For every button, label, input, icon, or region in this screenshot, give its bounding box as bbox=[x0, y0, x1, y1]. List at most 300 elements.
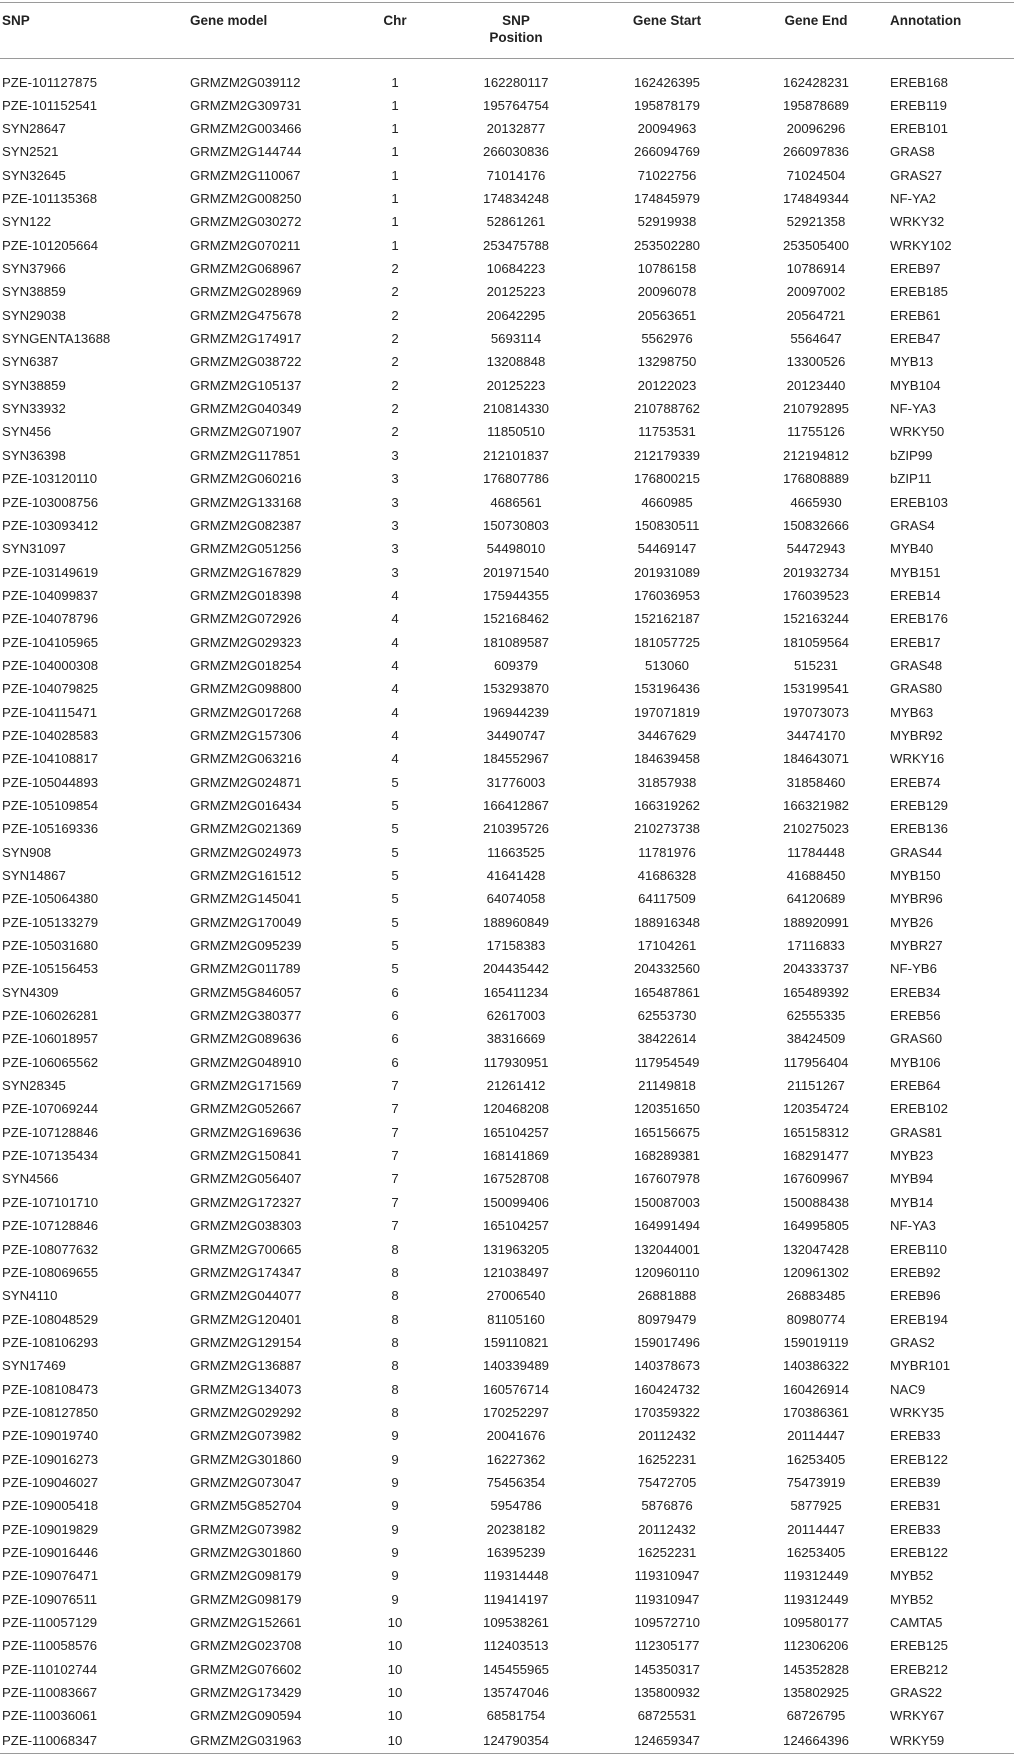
cell-gene-start: 5876876 bbox=[641, 1498, 693, 1514]
table-row bbox=[0, 1261, 1014, 1284]
cell-annotation: EREB101 bbox=[890, 121, 948, 137]
cell-gene-start: 16252231 bbox=[637, 1451, 697, 1467]
cell-snp: PZE-109019740 bbox=[2, 1428, 99, 1444]
table-row bbox=[0, 887, 1014, 910]
cell-gene-start: 11781976 bbox=[638, 844, 696, 860]
table-row bbox=[0, 327, 1014, 350]
cell-chr: 4 bbox=[391, 634, 399, 650]
cell-snp: PZE-108069655 bbox=[2, 1264, 99, 1280]
cell-chr: 4 bbox=[391, 587, 399, 603]
cell-annotation: NF-YA2 bbox=[890, 191, 936, 207]
cell-chr: 7 bbox=[391, 1194, 399, 1210]
cell-gene-model: GRMZM2G110067 bbox=[190, 167, 301, 183]
cell-annotation: EREB92 bbox=[890, 1264, 941, 1280]
cell-gene-start: 11753531 bbox=[638, 424, 696, 440]
cell-gene-end: 152163244 bbox=[782, 611, 849, 627]
cell-gene-model: GRMZM2G076602 bbox=[190, 1661, 302, 1677]
header-snp-position bbox=[440, 3, 592, 59]
cell-gene-model: GRMZM2G090594 bbox=[190, 1708, 302, 1724]
cell-annotation: WRKY16 bbox=[890, 751, 945, 767]
cell-gene-end: 119312449 bbox=[783, 1568, 849, 1584]
table-header-row bbox=[0, 3, 1014, 59]
cell-gene-start: 112305177 bbox=[634, 1638, 700, 1654]
cell-snp-position: 20125223 bbox=[486, 377, 546, 393]
cell-gene-model: GRMZM2G150841 bbox=[190, 1148, 302, 1164]
cell-annotation: EREB64 bbox=[890, 1078, 941, 1094]
cell-snp-position: 152168462 bbox=[482, 611, 549, 627]
cell-gene-end: 212194812 bbox=[782, 447, 849, 463]
cell-chr: 10 bbox=[387, 1732, 403, 1748]
cell-annotation: MYBR27 bbox=[890, 938, 943, 954]
cell-snp: PZE-107135434 bbox=[2, 1148, 99, 1164]
cell-snp-position: 11663525 bbox=[487, 844, 545, 860]
cell-gene-start: 184639458 bbox=[633, 751, 700, 767]
cell-gene-model: GRMZM2G301860 bbox=[190, 1451, 302, 1467]
cell-chr: 1 bbox=[391, 167, 399, 183]
cell-chr: 1 bbox=[391, 97, 399, 113]
cell-gene-end: 68726795 bbox=[786, 1708, 846, 1724]
cell-gene-end: 117956404 bbox=[783, 1054, 849, 1070]
cell-gene-model: GRMZM2G082387 bbox=[190, 517, 302, 533]
snp-gene-table bbox=[0, 2, 1014, 1754]
cell-gene-model: GRMZM2G072926 bbox=[190, 611, 302, 627]
cell-chr: 5 bbox=[391, 868, 399, 884]
cell-gene-start: 20112432 bbox=[638, 1521, 696, 1537]
cell-gene-start: 165156675 bbox=[633, 1124, 700, 1140]
header-gene-start: Gene Start bbox=[632, 13, 702, 28]
cell-gene-start: 75472705 bbox=[637, 1474, 697, 1490]
cell-snp: SYN38859 bbox=[2, 284, 66, 300]
cell-gene-start: 201931089 bbox=[633, 564, 700, 580]
cell-snp-position: 20041676 bbox=[486, 1428, 546, 1444]
cell-snp-position: 20132877 bbox=[486, 121, 546, 137]
cell-chr: 1 bbox=[391, 144, 399, 160]
cell-gene-start: 164991494 bbox=[633, 1218, 700, 1234]
cell-gene-start: 117954549 bbox=[634, 1054, 700, 1070]
cell-annotation: MYB63 bbox=[890, 704, 934, 720]
cell-snp-position: 112403513 bbox=[483, 1638, 549, 1654]
cell-chr: 5 bbox=[391, 797, 399, 813]
cell-annotation: EREB33 bbox=[890, 1521, 941, 1537]
cell-snp-position: 75456354 bbox=[486, 1474, 546, 1490]
cell-snp-position: 5693114 bbox=[490, 331, 542, 347]
cell-chr: 1 bbox=[391, 214, 399, 230]
cell-gene-end: 10786914 bbox=[786, 261, 846, 277]
cell-snp-position: 153293870 bbox=[482, 681, 549, 697]
table-row bbox=[0, 1447, 1014, 1470]
cell-annotation: MYB104 bbox=[890, 377, 941, 393]
cell-gene-model: GRMZM2G031963 bbox=[190, 1732, 302, 1748]
cell-annotation: EREB194 bbox=[890, 1311, 948, 1327]
cell-gene-end: 26883485 bbox=[786, 1288, 846, 1304]
cell-snp: PZE-110036061 bbox=[2, 1708, 98, 1724]
cell-gene-model: GRMZM2G073982 bbox=[190, 1521, 302, 1537]
cell-chr: 1 bbox=[391, 74, 399, 90]
cell-annotation: WRKY50 bbox=[890, 424, 945, 440]
cell-chr: 4 bbox=[391, 681, 399, 697]
cell-snp-position: 162280117 bbox=[483, 74, 549, 90]
cell-chr: 7 bbox=[391, 1171, 399, 1187]
table-row bbox=[0, 794, 1014, 817]
cell-snp-position: 165104257 bbox=[482, 1124, 549, 1140]
cell-snp-position: 210814330 bbox=[482, 401, 549, 417]
table-row bbox=[0, 374, 1014, 397]
cell-gene-end: 188920991 bbox=[782, 914, 849, 930]
cell-snp: PZE-110102744 bbox=[2, 1661, 98, 1677]
cell-gene-start: 167607978 bbox=[633, 1171, 700, 1187]
cell-chr: 2 bbox=[391, 424, 399, 440]
cell-gene-model: GRMZM2G475678 bbox=[190, 307, 302, 323]
cell-snp-position: 41641428 bbox=[486, 868, 546, 884]
cell-snp: PZE-101152541 bbox=[2, 97, 98, 113]
table-row bbox=[0, 1284, 1014, 1307]
cell-snp-position: 159110821 bbox=[483, 1334, 549, 1350]
cell-snp: SYN4110 bbox=[2, 1288, 58, 1304]
cell-gene-end: 20123440 bbox=[786, 377, 846, 393]
cell-gene-model: GRMZM2G029323 bbox=[190, 634, 302, 650]
cell-snp-position: 201971540 bbox=[482, 564, 549, 580]
table-row bbox=[0, 1027, 1014, 1050]
cell-annotation: bZIP99 bbox=[890, 447, 933, 463]
cell-annotation: GRAS60 bbox=[890, 1031, 943, 1047]
cell-snp-position: 175944355 bbox=[482, 587, 549, 603]
table-row bbox=[0, 817, 1014, 840]
cell-snp: PZE-104078796 bbox=[2, 611, 99, 627]
cell-snp: PZE-104108817 bbox=[2, 751, 99, 767]
cell-chr: 6 bbox=[391, 1008, 399, 1024]
cell-gene-model: GRMZM2G133168 bbox=[190, 494, 302, 510]
header-snp-position-line2: Position bbox=[489, 30, 543, 45]
cell-snp-position: 140339489 bbox=[482, 1358, 549, 1374]
cell-gene-start: 41686328 bbox=[637, 868, 697, 884]
cell-gene-model: GRMZM2G063216 bbox=[190, 751, 302, 767]
cell-chr: 2 bbox=[391, 307, 399, 323]
cell-gene-model: GRMZM2G024871 bbox=[190, 774, 302, 790]
cell-snp-position: 176807786 bbox=[482, 471, 549, 487]
cell-snp: SYN33932 bbox=[2, 401, 66, 417]
cell-gene-model: GRMZM2G134073 bbox=[190, 1381, 302, 1397]
cell-snp-position: 62617003 bbox=[486, 1008, 546, 1024]
cell-gene-end: 165158312 bbox=[782, 1124, 849, 1140]
table-row bbox=[0, 140, 1014, 163]
cell-snp: PZE-103093412 bbox=[2, 517, 99, 533]
cell-snp: PZE-106018957 bbox=[2, 1031, 99, 1047]
cell-gene-end: 54472943 bbox=[786, 541, 846, 557]
cell-annotation: GRAS27 bbox=[890, 167, 943, 183]
cell-snp-position: 160576714 bbox=[482, 1381, 549, 1397]
cell-snp-position: 20642295 bbox=[486, 307, 546, 323]
table-row bbox=[0, 560, 1014, 583]
cell-annotation: EREB103 bbox=[890, 494, 948, 510]
cell-snp-position: 117930951 bbox=[483, 1054, 549, 1070]
cell-gene-end: 204333737 bbox=[782, 961, 849, 977]
cell-snp-position: 16227362 bbox=[486, 1451, 546, 1467]
cell-gene-model: GRMZM2G028969 bbox=[190, 284, 302, 300]
cell-annotation: CAMTA5 bbox=[890, 1615, 943, 1631]
cell-chr: 10 bbox=[387, 1685, 403, 1701]
cell-snp: PZE-103008756 bbox=[2, 494, 99, 510]
cell-gene-start: 170359322 bbox=[633, 1404, 700, 1420]
cell-snp: PZE-109005418 bbox=[2, 1498, 99, 1514]
cell-gene-start: 71022756 bbox=[637, 167, 697, 183]
table-row bbox=[0, 234, 1014, 257]
cell-annotation: EREB136 bbox=[890, 821, 948, 837]
cell-gene-end: 5564647 bbox=[790, 331, 842, 347]
cell-gene-model: GRMZM2G120401 bbox=[190, 1311, 302, 1327]
cell-snp-position: 27006540 bbox=[486, 1288, 546, 1304]
cell-chr: 6 bbox=[391, 1054, 399, 1070]
cell-snp: SYN29038 bbox=[2, 307, 66, 323]
cell-chr: 9 bbox=[391, 1428, 399, 1444]
cell-annotation: EREB34 bbox=[890, 984, 941, 1000]
cell-annotation: GRAS8 bbox=[890, 144, 935, 160]
table-row bbox=[0, 1214, 1014, 1237]
cell-snp: PZE-109016446 bbox=[2, 1544, 99, 1560]
cell-gene-start: 212179339 bbox=[633, 447, 700, 463]
cell-gene-end: 164995805 bbox=[782, 1218, 849, 1234]
cell-chr: 8 bbox=[391, 1311, 399, 1327]
cell-annotation: MYB40 bbox=[890, 541, 934, 557]
cell-snp: PZE-104105965 bbox=[2, 634, 99, 650]
table-row bbox=[0, 1704, 1014, 1727]
cell-snp: PZE-108108473 bbox=[2, 1381, 99, 1397]
cell-gene-end: 195878689 bbox=[782, 97, 849, 113]
cell-gene-start: 124659347 bbox=[633, 1732, 700, 1748]
cell-gene-end: 145352828 bbox=[782, 1661, 849, 1677]
table-row bbox=[0, 1144, 1014, 1167]
table-row bbox=[0, 1681, 1014, 1704]
cell-annotation: EREB122 bbox=[890, 1451, 948, 1467]
cell-snp: PZE-105109854 bbox=[2, 797, 99, 813]
cell-annotation: NF-YB6 bbox=[890, 961, 937, 977]
cell-gene-model: GRMZM2G173429 bbox=[190, 1685, 302, 1701]
table-row bbox=[0, 654, 1014, 677]
cell-gene-start: 13298750 bbox=[637, 354, 697, 370]
cell-gene-start: 150087003 bbox=[633, 1194, 700, 1210]
cell-gene-start: 17104261 bbox=[637, 938, 697, 954]
table-row bbox=[0, 94, 1014, 117]
cell-chr: 10 bbox=[387, 1615, 403, 1631]
cell-gene-end: 120961302 bbox=[782, 1264, 849, 1280]
cell-gene-end: 20114447 bbox=[787, 1521, 845, 1537]
cell-gene-end: 16253405 bbox=[786, 1451, 846, 1467]
cell-annotation: MYBR96 bbox=[890, 891, 943, 907]
cell-annotation: EREB96 bbox=[890, 1288, 941, 1304]
cell-gene-model: GRMZM2G174917 bbox=[190, 331, 302, 347]
header-gene-model: Gene model bbox=[190, 13, 268, 28]
cell-gene-start: 16252231 bbox=[637, 1544, 697, 1560]
cell-gene-end: 201932734 bbox=[782, 564, 849, 580]
cell-snp: PZE-107128846 bbox=[2, 1218, 99, 1234]
cell-snp-position: 71014176 bbox=[486, 167, 546, 183]
cell-gene-model: GRMZM2G023708 bbox=[190, 1638, 302, 1654]
cell-chr: 10 bbox=[387, 1661, 403, 1677]
cell-annotation: MYBR92 bbox=[890, 727, 943, 743]
cell-chr: 7 bbox=[391, 1148, 399, 1164]
cell-snp: SYN37966 bbox=[2, 261, 66, 277]
header-chr: Chr bbox=[383, 13, 407, 28]
cell-snp-position: 121038497 bbox=[482, 1264, 549, 1280]
cell-chr: 1 bbox=[391, 191, 399, 207]
cell-chr: 5 bbox=[391, 891, 399, 907]
cell-annotation: EREB185 bbox=[890, 284, 948, 300]
cell-gene-start: 20096078 bbox=[637, 284, 697, 300]
cell-snp: PZE-101135368 bbox=[2, 191, 98, 207]
cell-chr: 6 bbox=[391, 984, 399, 1000]
cell-gene-end: 20114447 bbox=[787, 1428, 845, 1444]
cell-gene-start: 132044001 bbox=[633, 1241, 700, 1257]
cell-snp: SYN32645 bbox=[2, 167, 66, 183]
cell-annotation: EREB212 bbox=[890, 1661, 948, 1677]
cell-gene-end: 20564721 bbox=[786, 307, 846, 323]
table-row bbox=[0, 350, 1014, 373]
cell-snp: PZE-107101710 bbox=[2, 1194, 99, 1210]
cell-annotation: EREB110 bbox=[890, 1241, 947, 1257]
cell-gene-model: GRMZM2G144744 bbox=[190, 144, 302, 160]
cell-snp-position: 196944239 bbox=[482, 704, 549, 720]
cell-chr: 8 bbox=[391, 1288, 399, 1304]
cell-gene-end: 132047428 bbox=[782, 1241, 849, 1257]
cell-gene-model: GRMZM2G301860 bbox=[190, 1544, 302, 1560]
cell-snp: SYN6387 bbox=[2, 354, 59, 370]
cell-gene-start: 153196436 bbox=[633, 681, 700, 697]
cell-gene-start: 31857938 bbox=[637, 774, 697, 790]
cell-snp-position: 253475788 bbox=[482, 237, 549, 253]
cell-gene-start: 210273738 bbox=[633, 821, 700, 837]
cell-snp: PZE-110083667 bbox=[2, 1685, 98, 1701]
cell-gene-model: GRMZM2G089636 bbox=[190, 1031, 302, 1047]
cell-chr: 8 bbox=[391, 1404, 399, 1420]
cell-gene-start: 181057725 bbox=[633, 634, 700, 650]
table-row bbox=[0, 1494, 1014, 1517]
cell-chr: 4 bbox=[391, 611, 399, 627]
table-row bbox=[0, 1517, 1014, 1540]
cell-snp-position: 195764754 bbox=[482, 97, 549, 113]
cell-gene-end: 159019119 bbox=[783, 1334, 849, 1350]
header-snp: SNP bbox=[2, 13, 30, 28]
cell-gene-model: GRMZM2G167829 bbox=[190, 564, 302, 580]
cell-gene-end: 17116833 bbox=[787, 938, 845, 954]
cell-annotation: EREB56 bbox=[890, 1008, 941, 1024]
cell-snp-position: 174834248 bbox=[482, 191, 549, 207]
cell-snp-position: 64074058 bbox=[486, 891, 546, 907]
cell-gene-start: 159017496 bbox=[633, 1334, 700, 1350]
cell-chr: 9 bbox=[391, 1568, 399, 1584]
cell-annotation: bZIP11 bbox=[890, 471, 932, 487]
cell-gene-model: GRMZM2G161512 bbox=[190, 868, 302, 884]
cell-gene-start: 54469147 bbox=[637, 541, 697, 557]
cell-gene-model: GRMZM2G117851 bbox=[190, 447, 301, 463]
cell-snp-position: 184552967 bbox=[482, 751, 549, 767]
cell-gene-start: 168289381 bbox=[633, 1148, 700, 1164]
cell-chr: 1 bbox=[391, 237, 399, 253]
table-row bbox=[0, 1564, 1014, 1587]
table-row bbox=[0, 257, 1014, 280]
table-row bbox=[0, 444, 1014, 467]
table-row bbox=[0, 1237, 1014, 1260]
cell-snp-position: 13208848 bbox=[486, 354, 546, 370]
table-row bbox=[0, 911, 1014, 934]
cell-gene-end: 150088438 bbox=[782, 1194, 849, 1210]
cell-gene-end: 153199541 bbox=[782, 681, 849, 697]
cell-snp: SYN36398 bbox=[2, 447, 66, 463]
cell-gene-model: GRMZM2G051256 bbox=[190, 541, 302, 557]
cell-chr: 3 bbox=[391, 471, 399, 487]
cell-gene-start: 120351650 bbox=[633, 1101, 700, 1117]
table-row bbox=[0, 1331, 1014, 1354]
table-row bbox=[0, 1097, 1014, 1120]
cell-gene-end: 176808889 bbox=[782, 471, 849, 487]
cell-annotation: EREB176 bbox=[890, 611, 948, 627]
cell-gene-model: GRMZM2G024973 bbox=[190, 844, 302, 860]
cell-snp-position: 204435442 bbox=[482, 961, 549, 977]
cell-snp-position: 145455965 bbox=[482, 1661, 549, 1677]
cell-annotation: EREB14 bbox=[890, 587, 941, 603]
cell-gene-model: GRMZM2G048910 bbox=[190, 1054, 302, 1070]
cell-annotation: EREB119 bbox=[890, 97, 947, 113]
table-row bbox=[0, 537, 1014, 560]
cell-gene-start: 26881888 bbox=[637, 1288, 697, 1304]
cell-snp: PZE-109016273 bbox=[2, 1451, 99, 1467]
cell-gene-start: 10786158 bbox=[637, 261, 697, 277]
table-row bbox=[0, 1121, 1014, 1144]
cell-snp: PZE-109076511 bbox=[2, 1591, 98, 1607]
cell-snp: SYN31097 bbox=[2, 541, 66, 557]
cell-snp: PZE-110068347 bbox=[2, 1732, 98, 1748]
cell-snp: SYN17469 bbox=[2, 1358, 66, 1374]
cell-gene-end: 52921358 bbox=[786, 214, 846, 230]
table-row bbox=[0, 467, 1014, 490]
cell-gene-start: 176036953 bbox=[633, 587, 700, 603]
cell-gene-model: GRMZM2G309731 bbox=[190, 97, 302, 113]
cell-chr: 7 bbox=[391, 1218, 399, 1234]
cell-gene-start: 210788762 bbox=[633, 401, 700, 417]
cell-gene-start: 68725531 bbox=[637, 1708, 697, 1724]
cell-gene-model: GRMZM2G380377 bbox=[190, 1008, 302, 1024]
cell-gene-model: GRMZM2G039112 bbox=[190, 74, 301, 90]
table-row bbox=[0, 280, 1014, 303]
cell-gene-start: 176800215 bbox=[633, 471, 700, 487]
cell-gene-end: 80980774 bbox=[786, 1311, 846, 1327]
cell-chr: 7 bbox=[391, 1124, 399, 1140]
cell-snp-position: 109538261 bbox=[482, 1615, 549, 1631]
cell-snp-position: 210395726 bbox=[482, 821, 549, 837]
cell-gene-end: 75473919 bbox=[786, 1474, 846, 1490]
cell-snp-position: 150730803 bbox=[482, 517, 549, 533]
cell-gene-model: GRMZM5G846057 bbox=[190, 984, 302, 1000]
cell-snp: PZE-109019829 bbox=[2, 1521, 99, 1537]
cell-gene-start: 266094769 bbox=[633, 144, 700, 160]
table-row bbox=[0, 770, 1014, 793]
cell-gene-start: 80979479 bbox=[637, 1311, 697, 1327]
cell-annotation: MYB94 bbox=[890, 1171, 934, 1187]
table-row bbox=[0, 187, 1014, 210]
cell-snp: PZE-104028583 bbox=[2, 727, 99, 743]
cell-snp: SYN28647 bbox=[2, 121, 66, 137]
cell-snp: SYN14867 bbox=[2, 868, 66, 884]
cell-snp-position: 17158383 bbox=[486, 938, 546, 954]
cell-annotation: GRAS48 bbox=[890, 657, 943, 673]
cell-annotation: EREB129 bbox=[890, 797, 948, 813]
cell-gene-model: GRMZM2G016434 bbox=[190, 797, 302, 813]
cell-gene-model: GRMZM2G136887 bbox=[190, 1358, 302, 1374]
table-row bbox=[0, 1634, 1014, 1657]
cell-gene-end: 13300526 bbox=[786, 354, 846, 370]
cell-annotation: MYB150 bbox=[890, 868, 941, 884]
cell-snp-position: 5954786 bbox=[490, 1498, 542, 1514]
cell-chr: 5 bbox=[391, 914, 399, 930]
cell-snp: SYN4309 bbox=[2, 984, 59, 1000]
